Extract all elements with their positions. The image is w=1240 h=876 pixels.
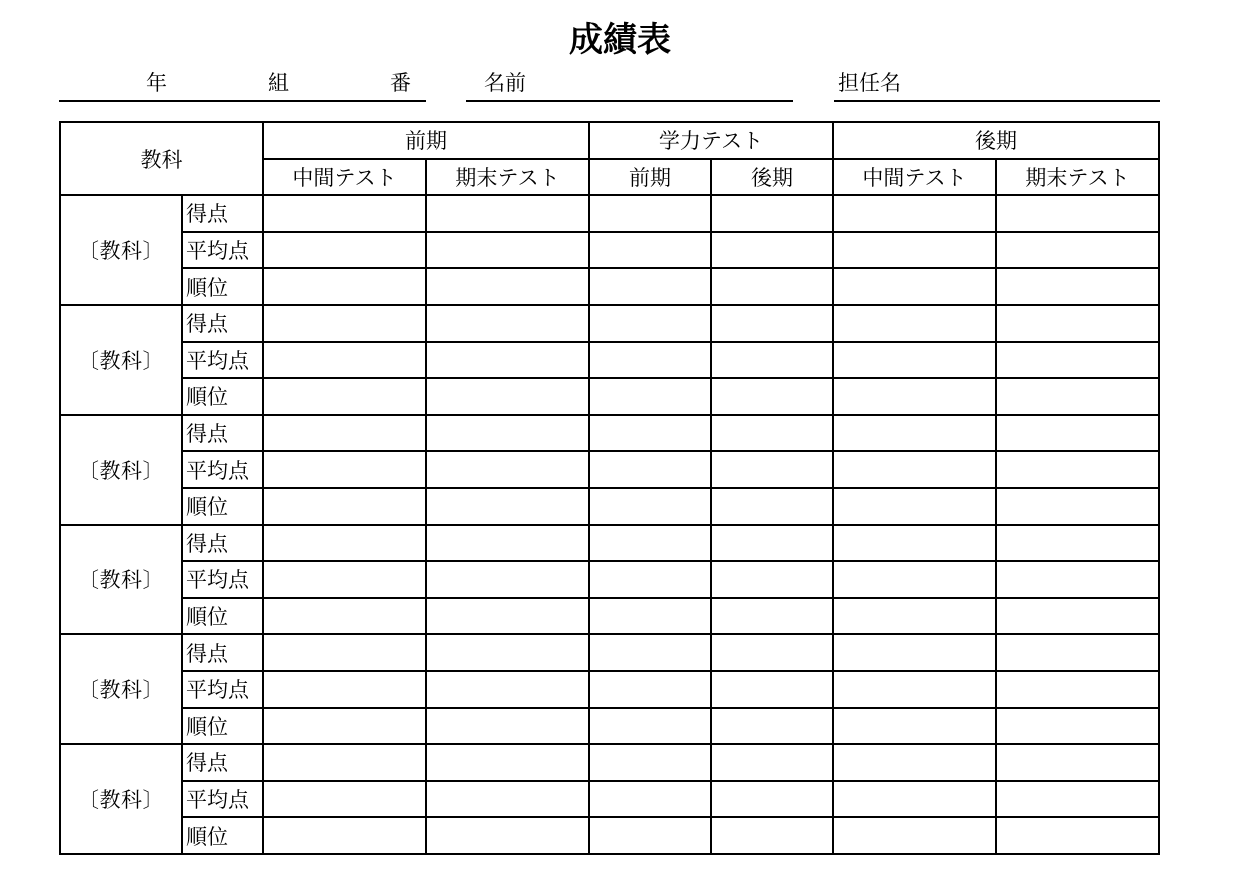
table-row — [60, 671, 1159, 708]
table-row — [60, 781, 1159, 818]
score-cell[interactable] — [263, 232, 426, 269]
score-cell[interactable] — [426, 561, 589, 598]
score-cell[interactable] — [996, 671, 1159, 708]
row-label: 得点 — [182, 525, 263, 562]
score-cell[interactable] — [589, 415, 711, 452]
group-header-row — [60, 122, 1159, 159]
score-cell[interactable] — [996, 232, 1159, 269]
score-cell[interactable] — [589, 634, 711, 671]
row-label: 順位 — [182, 488, 263, 525]
table-row — [60, 232, 1159, 269]
page-title: 成績表 — [569, 20, 671, 60]
score-cell[interactable] — [426, 598, 589, 635]
subject-name: 〔教科〕 — [60, 525, 182, 635]
score-cell[interactable] — [996, 817, 1159, 854]
column-header: 期末テスト — [426, 159, 589, 196]
score-cell[interactable] — [833, 488, 996, 525]
table-row — [60, 342, 1159, 379]
score-cell[interactable] — [833, 415, 996, 452]
score-cell[interactable] — [711, 561, 833, 598]
score-cell[interactable] — [711, 781, 833, 818]
score-cell[interactable] — [996, 451, 1159, 488]
year-label: 年 — [146, 71, 167, 95]
score-cell[interactable] — [996, 415, 1159, 452]
score-cell[interactable] — [833, 744, 996, 781]
score-cell[interactable] — [711, 525, 833, 562]
score-cell[interactable] — [589, 525, 711, 562]
score-cell[interactable] — [263, 671, 426, 708]
score-cell[interactable] — [711, 744, 833, 781]
score-cell[interactable] — [711, 415, 833, 452]
score-cell[interactable] — [711, 817, 833, 854]
score-cell[interactable] — [711, 598, 833, 635]
score-cell[interactable] — [833, 342, 996, 379]
row-label: 平均点 — [182, 781, 263, 818]
subject-name: 〔教科〕 — [60, 415, 182, 525]
subject-name: 〔教科〕 — [60, 634, 182, 744]
row-label: 順位 — [182, 268, 263, 305]
score-cell[interactable] — [263, 451, 426, 488]
score-cell[interactable] — [996, 525, 1159, 562]
score-cell[interactable] — [589, 817, 711, 854]
row-label: 平均点 — [182, 671, 263, 708]
year-class-number-field[interactable] — [59, 100, 426, 102]
score-cell[interactable] — [589, 195, 711, 232]
score-cell[interactable] — [833, 708, 996, 745]
number-label: 番 — [390, 71, 411, 95]
score-cell[interactable] — [833, 817, 996, 854]
column-header: 中間テスト — [263, 159, 426, 196]
score-cell[interactable] — [996, 598, 1159, 635]
score-cell[interactable] — [996, 268, 1159, 305]
score-cell[interactable] — [426, 268, 589, 305]
score-cell[interactable] — [996, 744, 1159, 781]
score-cell[interactable] — [263, 598, 426, 635]
score-cell[interactable] — [996, 195, 1159, 232]
score-cell[interactable] — [263, 634, 426, 671]
score-cell[interactable] — [833, 195, 996, 232]
score-cell[interactable] — [263, 305, 426, 342]
score-cell[interactable] — [711, 342, 833, 379]
score-cell[interactable] — [711, 671, 833, 708]
table-row — [60, 415, 1159, 452]
score-cell[interactable] — [426, 634, 589, 671]
table-row — [60, 378, 1159, 415]
row-label: 得点 — [182, 415, 263, 452]
subject-name: 〔教科〕 — [60, 305, 182, 415]
score-cell[interactable] — [589, 342, 711, 379]
score-cell[interactable] — [833, 525, 996, 562]
score-cell[interactable] — [711, 195, 833, 232]
score-cell[interactable] — [426, 305, 589, 342]
score-cell[interactable] — [833, 305, 996, 342]
grade-table — [59, 121, 1160, 855]
score-cell[interactable] — [589, 598, 711, 635]
score-cell[interactable] — [263, 817, 426, 854]
table-row — [60, 708, 1159, 745]
table-row — [60, 488, 1159, 525]
score-cell[interactable] — [263, 195, 426, 232]
row-label: 平均点 — [182, 342, 263, 379]
score-cell[interactable] — [589, 708, 711, 745]
column-header: 後期 — [711, 159, 833, 196]
score-cell[interactable] — [589, 561, 711, 598]
score-cell[interactable] — [589, 305, 711, 342]
score-cell[interactable] — [263, 488, 426, 525]
score-cell[interactable] — [711, 708, 833, 745]
row-label: 平均点 — [182, 561, 263, 598]
score-cell[interactable] — [711, 378, 833, 415]
column-header: 前期 — [589, 159, 711, 196]
score-cell[interactable] — [263, 268, 426, 305]
score-cell[interactable] — [426, 415, 589, 452]
score-cell[interactable] — [426, 744, 589, 781]
score-cell[interactable] — [426, 781, 589, 818]
row-label: 得点 — [182, 744, 263, 781]
class-label: 組 — [268, 71, 289, 95]
score-cell[interactable] — [263, 415, 426, 452]
group-header-second-term: 後期 — [833, 122, 1159, 159]
score-cell[interactable] — [426, 342, 589, 379]
score-cell[interactable] — [589, 744, 711, 781]
subject-name: 〔教科〕 — [60, 744, 182, 854]
score-cell[interactable] — [833, 451, 996, 488]
table-row — [60, 305, 1159, 342]
score-cell[interactable] — [996, 305, 1159, 342]
score-cell[interactable] — [589, 268, 711, 305]
score-cell[interactable] — [426, 232, 589, 269]
score-cell[interactable] — [426, 525, 589, 562]
score-cell[interactable] — [711, 268, 833, 305]
score-cell[interactable] — [833, 561, 996, 598]
row-label: 得点 — [182, 195, 263, 232]
column-header: 中間テスト — [833, 159, 996, 196]
table-row — [60, 451, 1159, 488]
score-cell[interactable] — [589, 232, 711, 269]
row-label: 得点 — [182, 634, 263, 671]
score-cell[interactable] — [426, 378, 589, 415]
score-cell[interactable] — [426, 488, 589, 525]
score-cell[interactable] — [589, 378, 711, 415]
row-label: 順位 — [182, 817, 263, 854]
row-label: 得点 — [182, 305, 263, 342]
column-header: 期末テスト — [996, 159, 1159, 196]
group-header-first-term: 前期 — [263, 122, 589, 159]
score-cell[interactable] — [589, 671, 711, 708]
table-row — [60, 561, 1159, 598]
score-cell[interactable] — [263, 378, 426, 415]
score-cell[interactable] — [711, 634, 833, 671]
score-cell[interactable] — [589, 781, 711, 818]
score-cell[interactable] — [996, 561, 1159, 598]
score-cell[interactable] — [833, 781, 996, 818]
table-row — [60, 195, 1159, 232]
subject-header: 教科 — [60, 122, 263, 195]
score-cell[interactable] — [996, 342, 1159, 379]
group-header-achievement-test: 学力テスト — [589, 122, 833, 159]
table-row — [60, 268, 1159, 305]
score-cell[interactable] — [996, 634, 1159, 671]
score-cell[interactable] — [996, 708, 1159, 745]
score-cell[interactable] — [833, 671, 996, 708]
score-cell[interactable] — [263, 342, 426, 379]
score-cell[interactable] — [833, 232, 996, 269]
score-cell[interactable] — [426, 671, 589, 708]
score-cell[interactable] — [711, 488, 833, 525]
score-cell[interactable] — [833, 268, 996, 305]
row-label: 平均点 — [182, 451, 263, 488]
score-cell[interactable] — [426, 451, 589, 488]
score-cell[interactable] — [263, 708, 426, 745]
row-label: 順位 — [182, 708, 263, 745]
row-label: 順位 — [182, 598, 263, 635]
table-row — [60, 817, 1159, 854]
score-cell[interactable] — [711, 232, 833, 269]
teacher-name-field[interactable] — [834, 100, 1160, 102]
score-cell[interactable] — [263, 561, 426, 598]
subject-name: 〔教科〕 — [60, 195, 182, 305]
score-cell[interactable] — [426, 817, 589, 854]
score-cell[interactable] — [996, 488, 1159, 525]
score-cell[interactable] — [996, 378, 1159, 415]
score-cell[interactable] — [589, 488, 711, 525]
score-cell[interactable] — [833, 598, 996, 635]
score-cell[interactable] — [263, 781, 426, 818]
score-cell[interactable] — [589, 451, 711, 488]
table-row — [60, 598, 1159, 635]
score-cell[interactable] — [833, 378, 996, 415]
name-label: 名前 — [484, 71, 526, 95]
teacher-label: 担任名 — [838, 71, 901, 95]
score-cell[interactable] — [711, 305, 833, 342]
score-cell[interactable] — [426, 195, 589, 232]
table-row — [60, 525, 1159, 562]
table-row — [60, 744, 1159, 781]
name-field[interactable] — [466, 100, 793, 102]
score-cell[interactable] — [263, 525, 426, 562]
score-cell[interactable] — [711, 451, 833, 488]
score-cell[interactable] — [996, 781, 1159, 818]
row-label: 平均点 — [182, 232, 263, 269]
score-cell[interactable] — [833, 634, 996, 671]
score-cell[interactable] — [426, 708, 589, 745]
table-row — [60, 634, 1159, 671]
row-label: 順位 — [182, 378, 263, 415]
score-cell[interactable] — [263, 744, 426, 781]
